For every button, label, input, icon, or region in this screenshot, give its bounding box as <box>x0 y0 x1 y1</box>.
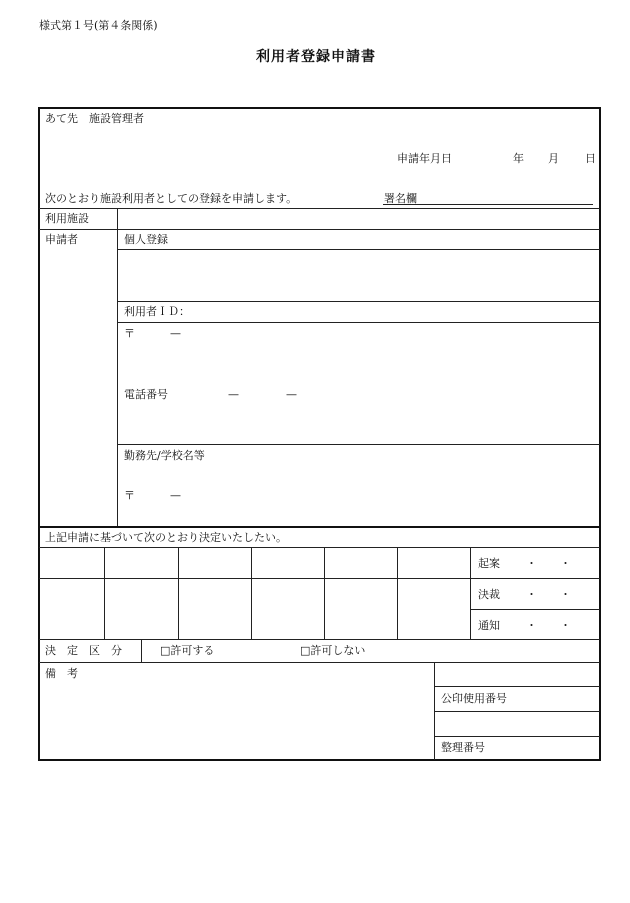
row-divider <box>117 444 600 445</box>
postal-dash: — <box>170 327 181 340</box>
col-divider <box>251 547 252 639</box>
row-divider <box>39 229 600 230</box>
approved-label: 決裁 <box>478 588 500 601</box>
row-divider <box>434 686 600 687</box>
phone-dash: — <box>286 388 297 401</box>
section-divider <box>39 526 600 528</box>
row-divider <box>434 711 600 712</box>
facility-label: 利用施設 <box>45 212 89 225</box>
day-label: 日 <box>585 152 596 165</box>
signature-label: 署名欄 <box>384 192 417 205</box>
date-dot: ・ <box>560 588 571 601</box>
date-dot: ・ <box>560 557 571 570</box>
row-divider <box>39 547 600 548</box>
applicant-label: 申請者 <box>45 233 78 246</box>
addressee: あて先 施設管理者 <box>45 112 144 125</box>
permit-checkbox[interactable]: □許可する <box>160 644 215 657</box>
date-dot: ・ <box>560 619 571 632</box>
date-label: 申請年月日 <box>397 152 452 165</box>
remarks-label: 備 考 <box>45 667 78 680</box>
col-divider <box>117 208 118 526</box>
personal-registration: 個人登録 <box>124 233 168 246</box>
postal-dash: — <box>170 489 181 502</box>
month-label: 月 <box>548 152 559 165</box>
postal-mark: 〒 <box>124 327 135 340</box>
row-divider <box>117 301 600 302</box>
row-divider <box>39 639 600 640</box>
user-id-label: 利用者ＩＤ： <box>124 305 190 318</box>
postal-mark: 〒 <box>124 489 135 502</box>
row-divider <box>39 578 600 579</box>
application-statement: 次のとおり施設利用者としての登録を申請します。 <box>45 192 298 205</box>
phone-dash: — <box>228 388 239 401</box>
decision-category-label: 決 定 区 分 <box>45 644 122 657</box>
col-divider <box>141 639 142 662</box>
col-divider <box>434 662 435 760</box>
col-divider <box>470 547 471 639</box>
decision-intro: 上記申請に基づいて次のとおり決定いたしたい。 <box>45 531 287 544</box>
date-dot: ・ <box>526 557 537 570</box>
date-dot: ・ <box>526 619 537 632</box>
row-divider <box>39 662 600 663</box>
notified-label: 通知 <box>478 619 500 632</box>
row-divider <box>39 208 600 209</box>
form-number: 様式第１号(第４条関係) <box>39 19 158 32</box>
col-divider <box>104 547 105 639</box>
col-divider <box>178 547 179 639</box>
col-divider <box>397 547 398 639</box>
drafted-label: 起案 <box>478 557 500 570</box>
file-number-label: 整理番号 <box>441 741 485 754</box>
row-divider <box>117 249 600 250</box>
workplace-label: 勤務先/学校名等 <box>124 449 205 462</box>
deny-checkbox[interactable]: □許可しない <box>300 644 366 657</box>
row-divider <box>434 736 600 737</box>
row-divider <box>117 322 600 323</box>
page-title: 利用者登録申請書 <box>256 49 376 65</box>
seal-number-label: 公印使用番号 <box>441 692 507 705</box>
date-dot: ・ <box>526 588 537 601</box>
year-label: 年 <box>513 152 524 165</box>
phone-label: 電話番号 <box>124 388 168 401</box>
col-divider <box>324 547 325 639</box>
row-divider <box>470 609 600 610</box>
